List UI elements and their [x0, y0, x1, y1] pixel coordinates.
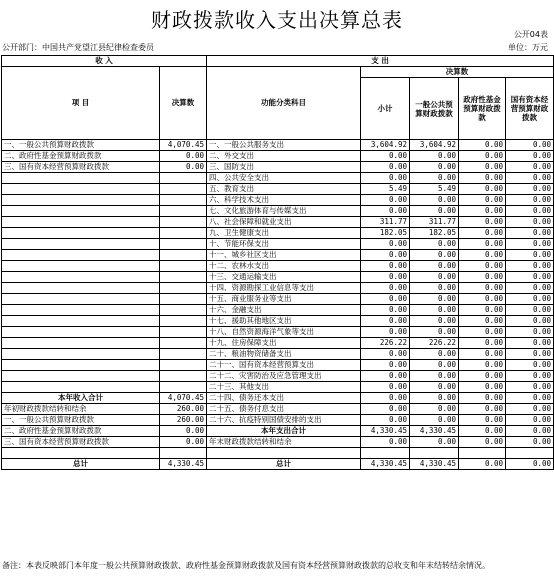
expense-item-cell: 十四、资源勘探工业信息等支出 — [207, 283, 361, 294]
unit-label: 单位：万元 — [508, 43, 548, 52]
gen-budget-cell: 0.00 — [410, 206, 459, 217]
income-amount-cell — [160, 448, 207, 459]
table-row — [2, 195, 554, 206]
gen-budget-cell: 0.00 — [410, 316, 459, 327]
subtotal-cell: 0.00 — [361, 404, 410, 415]
state-capital-cell: 0.00 — [506, 415, 554, 426]
gen-budget-cell: 3,604.92 — [410, 140, 459, 151]
state-capital-cell: 0.00 — [506, 173, 554, 184]
income-item-cell: 一、一般公共预算财政拨款 — [2, 415, 160, 426]
subtotal-cell: 311.77 — [361, 217, 410, 228]
income-item-cell — [2, 316, 160, 327]
gov-fund-header: 政府性基金预算财政拨款 — [459, 78, 506, 140]
income-amount-cell — [160, 305, 207, 316]
state-capital-cell: 0.00 — [506, 349, 554, 360]
income-item-cell — [2, 327, 160, 338]
income-amount-cell — [160, 349, 207, 360]
income-amount-cell: 0.00 — [160, 162, 207, 173]
subtotal-cell — [361, 448, 410, 459]
income-item-cell — [2, 250, 160, 261]
expense-item-cell: 九、卫生健康支出 — [207, 228, 361, 239]
state-capital-cell: 0.00 — [506, 316, 554, 327]
table-row — [2, 140, 554, 151]
gen-budget-cell: 0.00 — [410, 382, 459, 393]
gov-fund-cell: 0.00 — [459, 327, 506, 338]
gov-fund-cell: 0.00 — [459, 173, 506, 184]
subtotal-cell: 226.22 — [361, 338, 410, 349]
table-row — [2, 294, 554, 305]
subtotal-cell: 0.00 — [361, 250, 410, 261]
gen-budget-cell: 4,330.45 — [410, 459, 459, 470]
subtotal-cell: 0.00 — [361, 272, 410, 283]
income-item-cell — [2, 206, 160, 217]
state-capital-cell — [506, 448, 554, 459]
subtotal-cell: 0.00 — [361, 360, 410, 371]
table-row — [2, 338, 554, 349]
income-item-cell: 总计 — [2, 459, 160, 470]
expense-item-cell: 本年支出合计 — [207, 426, 361, 437]
gen-budget-cell: 0.00 — [410, 327, 459, 338]
expense-item-cell: 二十四、债务还本支出 — [207, 393, 361, 404]
state-capital-cell: 0.00 — [506, 228, 554, 239]
gen-budget-cell: 311.77 — [410, 217, 459, 228]
final-group-header: 决算数 — [361, 67, 554, 78]
income-amount-cell: 4,070.45 — [160, 140, 207, 151]
expense-item-cell: 二十五、债务付息支出 — [207, 404, 361, 415]
table-row — [2, 349, 554, 360]
table-row — [2, 261, 554, 272]
subtotal-cell: 0.00 — [361, 206, 410, 217]
income-amount-cell — [160, 327, 207, 338]
gov-fund-cell: 0.00 — [459, 382, 506, 393]
state-capital-cell: 0.00 — [506, 360, 554, 371]
subtotal-cell: 0.00 — [361, 316, 410, 327]
income-amount-cell: 0.00 — [160, 151, 207, 162]
table-row — [2, 217, 554, 228]
state-capital-cell: 0.00 — [506, 283, 554, 294]
state-capital-cell: 0.00 — [506, 162, 554, 173]
income-item-cell — [2, 217, 160, 228]
table-row — [2, 371, 554, 382]
income-amount-cell: 260.00 — [160, 404, 207, 415]
state-capital-cell: 0.00 — [506, 184, 554, 195]
gen-budget-cell: 0.00 — [410, 371, 459, 382]
footnote: 备注：本表反映部门本年度一般公共预算财政拨款、政府性基金预算财政拨款及国有资本经营预算财政拨款的总收支和年末结转结余情况。 — [2, 561, 490, 570]
income-amount-cell — [160, 371, 207, 382]
gen-budget-cell: 0.00 — [410, 151, 459, 162]
subtotal-cell: 0.00 — [361, 173, 410, 184]
state-capital-cell: 0.00 — [506, 338, 554, 349]
income-amount-cell — [160, 283, 207, 294]
table-row — [2, 360, 554, 371]
expense-item-cell: 六、科学技术支出 — [207, 195, 361, 206]
subtotal-cell: 0.00 — [361, 283, 410, 294]
table-row — [2, 459, 554, 470]
gov-fund-cell: 0.00 — [459, 459, 506, 470]
income-item-cell — [2, 448, 160, 459]
gov-fund-cell: 0.00 — [459, 239, 506, 250]
table-row — [2, 184, 554, 195]
state-capital-cell: 0.00 — [506, 437, 554, 448]
gov-fund-cell: 0.00 — [459, 415, 506, 426]
income-item-cell — [2, 261, 160, 272]
expense-item-cell: 十七、援助其他地区支出 — [207, 316, 361, 327]
gen-budget-cell: 0.00 — [410, 162, 459, 173]
gov-fund-cell: 0.00 — [459, 250, 506, 261]
subtotal-cell: 182.05 — [361, 228, 410, 239]
expense-item-cell: 十一、城乡社区支出 — [207, 250, 361, 261]
expense-item-cell: 二十六、抗疫特别国债安排的支出 — [207, 415, 361, 426]
income-item-cell — [2, 360, 160, 371]
state-capital-cell: 0.00 — [506, 459, 554, 470]
income-item-cell: 二、政府性基金预算财政拨款 — [2, 151, 160, 162]
gov-fund-cell: 0.00 — [459, 261, 506, 272]
income-item-cell: 本年收入合计 — [2, 393, 160, 404]
income-item-cell — [2, 272, 160, 283]
expense-item-cell: 年末财政拨款结转和结余 — [207, 437, 361, 448]
income-item-cell — [2, 305, 160, 316]
gen-budget-cell: 0.00 — [410, 349, 459, 360]
state-capital-cell: 0.00 — [506, 382, 554, 393]
income-item-cell — [2, 338, 160, 349]
income-amount-cell — [160, 195, 207, 206]
expense-item-cell: 二、外交支出 — [207, 151, 361, 162]
gov-fund-cell: 0.00 — [459, 294, 506, 305]
gov-fund-cell: 0.00 — [459, 338, 506, 349]
expense-item-cell: 二十、粮油物资储备支出 — [207, 349, 361, 360]
gen-budget-cell: 0.00 — [410, 261, 459, 272]
final-amount-header: 决算数 — [160, 67, 207, 140]
expense-item-cell: 一、一般公共服务支出 — [207, 140, 361, 151]
gen-budget-cell: 5.49 — [410, 184, 459, 195]
state-capital-cell: 0.00 — [506, 404, 554, 415]
func-item-header: 功能分类科目 — [207, 67, 361, 140]
income-item-cell — [2, 382, 160, 393]
income-item-cell — [2, 184, 160, 195]
gov-fund-cell: 0.00 — [459, 404, 506, 415]
table-row — [2, 151, 554, 162]
subtotal-cell: 4,330.45 — [361, 426, 410, 437]
state-capital-cell: 0.00 — [506, 327, 554, 338]
gov-fund-cell: 0.00 — [459, 360, 506, 371]
table-row — [2, 415, 554, 426]
income-item-cell: 三、国有资本经营预算财政拨款 — [2, 162, 160, 173]
table-row — [2, 162, 554, 173]
income-item-cell — [2, 349, 160, 360]
state-capital-cell: 0.00 — [506, 151, 554, 162]
expense-item-cell: 十、节能环保支出 — [207, 239, 361, 250]
table-row — [2, 283, 554, 294]
gov-fund-cell: 0.00 — [459, 437, 506, 448]
gen-budget-cell: 0.00 — [410, 294, 459, 305]
subtotal-cell: 0.00 — [361, 371, 410, 382]
form-code: 公开04表 — [513, 30, 548, 39]
expense-item-cell: 十五、商业服务业等支出 — [207, 294, 361, 305]
subtotal-cell: 0.00 — [361, 382, 410, 393]
state-capital-cell: 0.00 — [506, 250, 554, 261]
gov-fund-cell — [459, 448, 506, 459]
table-row — [2, 250, 554, 261]
income-amount-cell — [160, 261, 207, 272]
table-row — [2, 382, 554, 393]
table-row — [2, 437, 554, 448]
income-amount-cell — [160, 338, 207, 349]
income-item-cell: 年初财政拨款结转和结余 — [2, 404, 160, 415]
income-amount-cell — [160, 173, 207, 184]
table-row — [2, 228, 554, 239]
expense-item-cell: 七、文化旅游体育与传媒支出 — [207, 206, 361, 217]
expense-item-cell — [207, 448, 361, 459]
expense-item-cell: 十六、金融支出 — [207, 305, 361, 316]
table-row — [2, 393, 554, 404]
subtotal-cell: 0.00 — [361, 349, 410, 360]
income-amount-cell: 4,070.45 — [160, 393, 207, 404]
gen-budget-header: 一般公共预算财政拨款 — [410, 78, 459, 140]
gov-fund-cell: 0.00 — [459, 140, 506, 151]
state-capital-cell: 0.00 — [506, 371, 554, 382]
gov-fund-cell: 0.00 — [459, 272, 506, 283]
gov-fund-cell: 0.00 — [459, 217, 506, 228]
subtotal-cell: 0.00 — [361, 195, 410, 206]
table-row — [2, 206, 554, 217]
gov-fund-cell: 0.00 — [459, 151, 506, 162]
income-amount-cell: 4,330.45 — [160, 459, 207, 470]
state-capital-header: 国有资本经营预算财政拨款 — [506, 78, 554, 140]
state-capital-cell: 0.00 — [506, 217, 554, 228]
subtotal-cell: 0.00 — [361, 327, 410, 338]
table-row — [2, 404, 554, 415]
expense-header: 支 出 — [207, 56, 554, 67]
gen-budget-cell: 4,330.45 — [410, 426, 459, 437]
table-row — [2, 327, 554, 338]
subtotal-cell: 0.00 — [361, 415, 410, 426]
expense-item-cell: 二十二、灾害防治及应急管理支出 — [207, 371, 361, 382]
income-amount-cell — [160, 239, 207, 250]
expense-item-cell: 三、国防支出 — [207, 162, 361, 173]
expense-item-cell: 十八、自然资源海洋气象等支出 — [207, 327, 361, 338]
income-amount-cell — [160, 272, 207, 283]
gen-budget-cell — [410, 448, 459, 459]
table-row — [2, 173, 554, 184]
expense-item-cell: 四、公共安全支出 — [207, 173, 361, 184]
subtotal-cell: 5.49 — [361, 184, 410, 195]
gov-fund-cell: 0.00 — [459, 393, 506, 404]
expense-item-cell: 二十一、国有资本经营预算支出 — [207, 360, 361, 371]
gen-budget-cell: 182.05 — [410, 228, 459, 239]
gov-fund-cell: 0.00 — [459, 371, 506, 382]
income-amount-cell — [160, 228, 207, 239]
gov-fund-cell: 0.00 — [459, 305, 506, 316]
subtotal-cell: 0.00 — [361, 393, 410, 404]
income-amount-cell — [160, 206, 207, 217]
gen-budget-cell: 0.00 — [410, 283, 459, 294]
expense-item-cell: 十九、住房保障支出 — [207, 338, 361, 349]
income-item-cell — [2, 228, 160, 239]
gen-budget-cell: 0.00 — [410, 272, 459, 283]
state-capital-cell: 0.00 — [506, 195, 554, 206]
income-item-cell: 三、国有资本经营预算财政拨款 — [2, 437, 160, 448]
income-amount-cell — [160, 360, 207, 371]
subtotal-cell: 3,604.92 — [361, 140, 410, 151]
income-amount-cell — [160, 184, 207, 195]
gov-fund-cell: 0.00 — [459, 349, 506, 360]
subtotal-cell: 0.00 — [361, 294, 410, 305]
budget-table — [1, 55, 554, 470]
income-item-cell — [2, 195, 160, 206]
table-row — [2, 272, 554, 283]
state-capital-cell: 0.00 — [506, 239, 554, 250]
gov-fund-cell: 0.00 — [459, 426, 506, 437]
state-capital-cell: 0.00 — [506, 393, 554, 404]
income-amount-cell — [160, 217, 207, 228]
gov-fund-cell: 0.00 — [459, 162, 506, 173]
state-capital-cell: 0.00 — [506, 294, 554, 305]
income-amount-cell: 260.00 — [160, 415, 207, 426]
item-header: 项 目 — [2, 67, 160, 140]
subtotal-cell: 0.00 — [361, 437, 410, 448]
state-capital-cell: 0.00 — [506, 261, 554, 272]
state-capital-cell: 0.00 — [506, 206, 554, 217]
subtotal-cell: 0.00 — [361, 162, 410, 173]
subtotal-cell: 0.00 — [361, 239, 410, 250]
table-row — [2, 316, 554, 327]
gov-fund-cell: 0.00 — [459, 195, 506, 206]
gen-budget-cell: 0.00 — [410, 305, 459, 316]
gen-budget-cell: 0.00 — [410, 195, 459, 206]
page-title: 财政拨款收入支出决算总表 — [151, 8, 403, 32]
income-item-cell: 一、一般公共预算财政拨款 — [2, 140, 160, 151]
expense-item-cell: 总计 — [207, 459, 361, 470]
income-amount-cell: 0.00 — [160, 437, 207, 448]
state-capital-cell: 0.00 — [506, 426, 554, 437]
table-row — [2, 448, 554, 459]
income-item-cell — [2, 294, 160, 305]
gen-budget-cell: 0.00 — [410, 250, 459, 261]
gen-budget-cell: 0.00 — [410, 239, 459, 250]
expense-item-cell: 十二、农林水支出 — [207, 261, 361, 272]
table-row — [2, 426, 554, 437]
gov-fund-cell: 0.00 — [459, 206, 506, 217]
gov-fund-cell: 0.00 — [459, 228, 506, 239]
state-capital-cell: 0.00 — [506, 305, 554, 316]
income-header: 收 入 — [2, 56, 207, 67]
income-amount-cell: 0.00 — [160, 426, 207, 437]
income-item-cell — [2, 239, 160, 250]
expense-item-cell: 十三、交通运输支出 — [207, 272, 361, 283]
subtotal-cell: 0.00 — [361, 261, 410, 272]
state-capital-cell: 0.00 — [506, 272, 554, 283]
gen-budget-cell: 0.00 — [410, 415, 459, 426]
gov-fund-cell: 0.00 — [459, 184, 506, 195]
subtotal-cell: 0.00 — [361, 151, 410, 162]
expense-item-cell: 五、教育支出 — [207, 184, 361, 195]
gen-budget-cell: 226.22 — [410, 338, 459, 349]
gen-budget-cell: 0.00 — [410, 404, 459, 415]
table-row — [2, 239, 554, 250]
income-amount-cell — [160, 250, 207, 261]
income-item-cell — [2, 283, 160, 294]
gen-budget-cell: 0.00 — [410, 173, 459, 184]
gen-budget-cell: 0.00 — [410, 360, 459, 371]
income-amount-cell — [160, 382, 207, 393]
table-row — [2, 305, 554, 316]
income-item-cell — [2, 173, 160, 184]
subtotal-cell: 4,330.45 — [361, 459, 410, 470]
income-amount-cell — [160, 316, 207, 327]
gov-fund-cell: 0.00 — [459, 316, 506, 327]
expense-item-cell: 二十三、其他支出 — [207, 382, 361, 393]
department-label: 公开部门：中国共产党望江县纪律检查委员 — [2, 43, 154, 52]
state-capital-cell: 0.00 — [506, 140, 554, 151]
income-item-cell: 二、政府性基金预算财政拨款 — [2, 426, 160, 437]
gen-budget-cell: 0.00 — [410, 393, 459, 404]
gov-fund-cell: 0.00 — [459, 283, 506, 294]
income-item-cell — [2, 371, 160, 382]
gen-budget-cell: 0.00 — [410, 437, 459, 448]
income-amount-cell — [160, 294, 207, 305]
subtotal-cell: 0.00 — [361, 305, 410, 316]
expense-item-cell: 八、社会保障和就业支出 — [207, 217, 361, 228]
subtotal-header: 小计 — [361, 78, 410, 140]
